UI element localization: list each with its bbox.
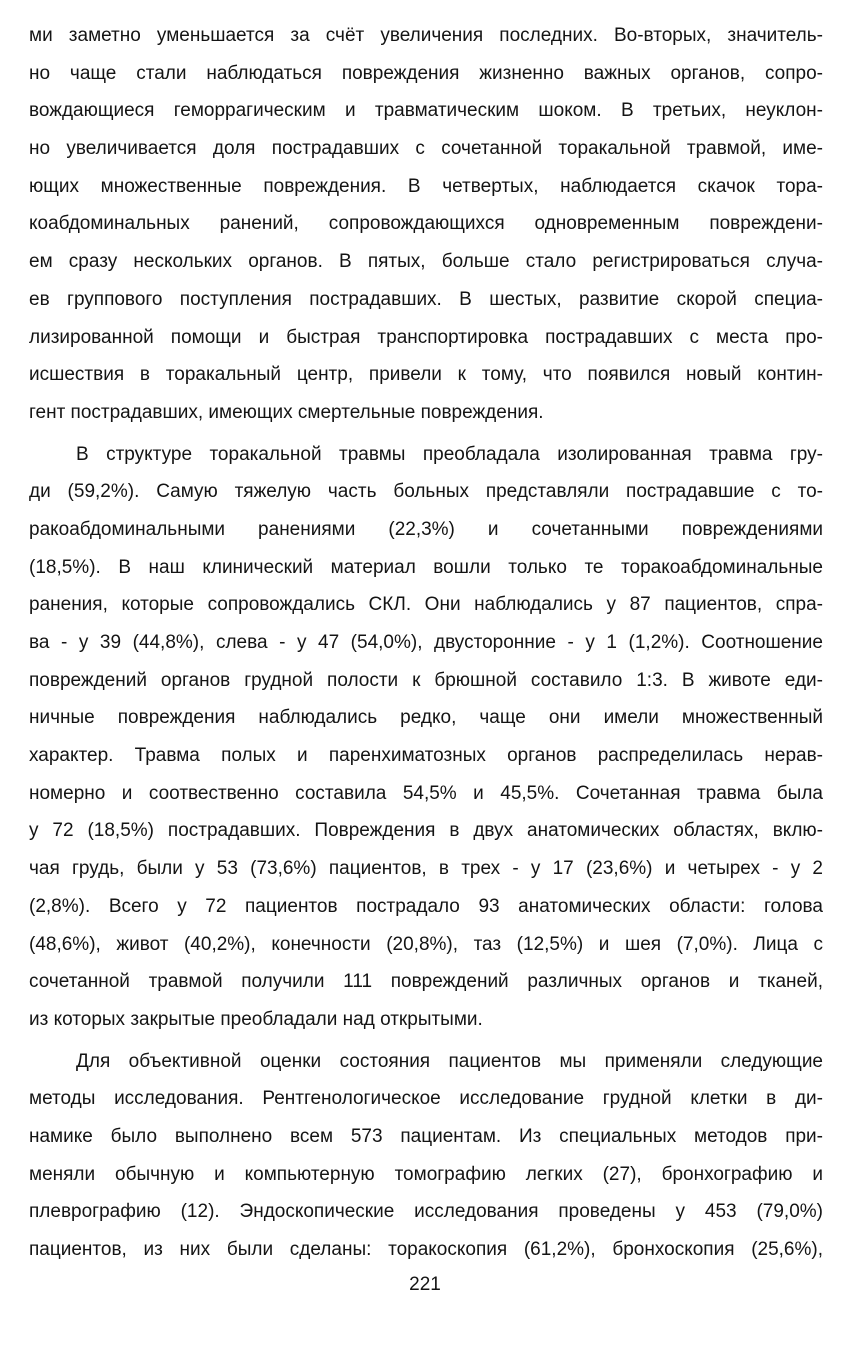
- text-line: ми заметно уменьшается за счёт увеличения последних. Во-вторых, значитель-: [29, 25, 823, 46]
- text-line: сочетанной травмой получили 111 повреждений различных органов и тканей,: [29, 971, 823, 993]
- text-line: ем сразу нескольких органов. В пятых, больше стало регистрироваться случа-: [29, 251, 823, 273]
- text-line: номерно и соотвественно составила 54,5% и 45,5%. Сочетанная травма была: [29, 782, 823, 804]
- text-line: вождающиеся геморрагическим и травматическим шоком. В третьих, неуклон-: [29, 100, 823, 122]
- page-number: 221: [409, 1274, 441, 1295]
- text-line: ничные повреждения наблюдались редко, чаще они имели множественный: [29, 707, 823, 729]
- text-line: чая грудь, были у 53 (73,6%) пациентов, в трех - у 17 (23,6%) и четырех - у 2: [29, 858, 823, 880]
- text-line: намике было выполнено всем 573 пациентам. Из специальных методов при-: [29, 1125, 823, 1147]
- text-line: повреждений органов грудной полости к брюшной составило 1:3. В животе еди-: [29, 669, 823, 691]
- text-line: меняли обычную и компьютерную томографию легких (27), бронхографию и: [29, 1163, 823, 1185]
- text-line: ракоабдоминальными ранениями (22,3%) и сочетанными повреждениями: [29, 518, 823, 540]
- paragraph: [29, 1043, 823, 1269]
- text-line: методы исследования. Рентгенологическое исследование грудной клетки в ди-: [29, 1088, 823, 1110]
- text-line: (2,8%). Всего у 72 пациентов пострадало 93 анатомических области: голова: [29, 895, 823, 917]
- text-line: ев группового поступления пострадавших. В шестых, развитие скорой специа-: [29, 288, 823, 310]
- text-line: исшествия в торакальный центр, привели к тому, что появился новый контин-: [29, 364, 823, 386]
- text-line: (48,6%), живот (40,2%), конечности (20,8%), таз (12,5%) и шея (7,0%). Лица с: [29, 933, 823, 955]
- body-text: [29, 17, 823, 1269]
- text-line: но увеличивается доля пострадавших с сочетанной торакальной травмой, име-: [29, 138, 823, 160]
- text-line: характер. Травма полых и паренхиматозных органов распределилась нерав-: [29, 745, 823, 767]
- text-line: ди (59,2%). Самую тяжелую часть больных представляли пострадавшие с то-: [29, 481, 823, 503]
- text-line: у 72 (18,5%) пострадавших. Повреждения в двух анатомических областях, вклю-: [29, 820, 823, 842]
- text-line: пациентов, из них были сделаны: торакоскопия (61,2%), бронхоскопия (25,6%),: [29, 1239, 823, 1260]
- text-line: лизированной помощи и быстрая транспортировка пострадавших с места про-: [29, 326, 823, 348]
- text-line: ющих множественные повреждения. В четвертых, наблюдается скачок тора-: [29, 175, 823, 197]
- text-line: гент пострадавших, имеющих смертельные повреждения.: [29, 401, 544, 423]
- text-line: коабдоминальных ранений, сопровождающихся одновременным повреждени-: [29, 213, 823, 235]
- text-line: ва - у 39 (44,8%), слева - у 47 (54,0%), двусторонние - у 1 (1,2%). Соотношение: [29, 632, 823, 653]
- text-line: В структуре торакальной травмы преобладала изолированная травма гру-: [76, 443, 823, 465]
- text-line: (18,5%). В наш клинический материал вошли только те торакоабдоминальные: [29, 556, 823, 578]
- text-line: ранения, которые сопровождались СКЛ. Они наблюдались у 87 пациентов, спра-: [29, 594, 823, 616]
- paragraph: [29, 436, 823, 1039]
- text-line: но чаще стали наблюдаться повреждения жизненно важных органов, сопро-: [29, 62, 823, 84]
- text-line: из которых закрытые преобладали над открытыми.: [29, 1008, 483, 1030]
- text-line: плеврографию (12). Эндоскопические исследования проведены у 453 (79,0%): [29, 1201, 823, 1223]
- paragraph: [29, 17, 823, 432]
- text-line: Для объективной оценки состояния пациентов мы применяли следующие: [76, 1050, 823, 1072]
